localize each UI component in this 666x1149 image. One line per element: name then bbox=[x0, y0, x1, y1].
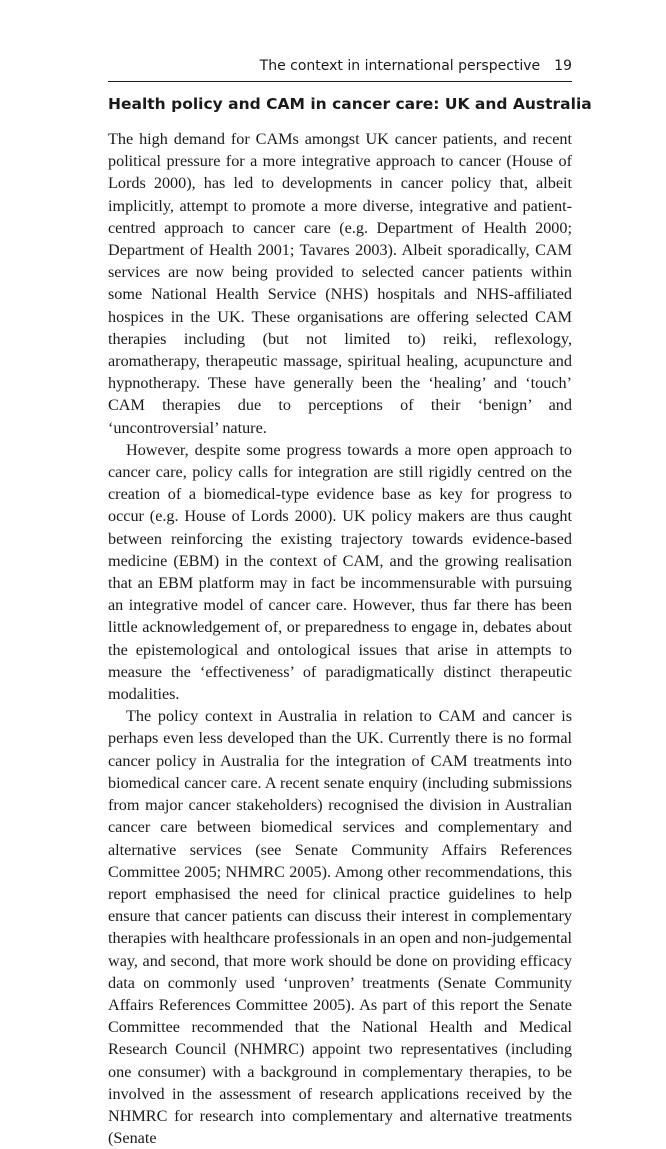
running-title: The context in international perspective bbox=[259, 58, 541, 74]
paragraph-australia-policy: The policy context in Australia in relation to CAM and cancer is perhaps even less developed than the UK. Currently there is no formal cancer policy in Australia for the integration of CAM treatments into biomedical cancer care. A recent senate enquiry (including submissions from major cancer stakeholders) recognised the division in Australian cancer care between biomedical services and complementary and alternative services (see Senate Community Affairs References Committee 2005; NHMRC 2005). Among other recommendations, this report emphasised the need for clinical practice guidelines to help ensure that cancer patients can discuss their interest in complementary therapies with healthcare professionals in an open and non-judgemental way, and second, that more work should be done on providing efficacy data on commonly used ‘unproven’ treatments (Senate Community Affairs References Committee 2005). As part of this report the Senate Committee recommended that the National Health and Medical Research Council (NHMRC) appoint two representatives (including one consumer) with a background in complementary therapies, to be involved in the assessment of research applications received by the NHMRC for research into complementary and alternative treatments (Senate bbox=[108, 707, 572, 1148]
running-header bbox=[108, 57, 572, 82]
page-number: 19 bbox=[554, 58, 572, 74]
section-heading: Health policy and CAM in cancer care: UK and Australia bbox=[108, 95, 592, 113]
body-text bbox=[108, 128, 572, 1149]
paragraph-uk-policy: However, despite some progress towards a more open approach to cancer care, policy calls for integration are still rigidly centred on the creation of a biomedical-type evidence base as key for progress to occur (e.g. House of Lords 2000). UK policy makers are thus caught between reinforcing the existing trajectory towards evidence-based medicine (EBM) in the context of CAM, and the growing realisation that an EBM platform may in fact be incommensurable with pursuing an integrative model of cancer care. However, thus far there has been little acknowledgement of, or preparedness to engage in, debates about the epistemological and ontological issues that arise in attempts to measure the ‘effectiveness’ of paradigmatically distinct therapeutic modalities. bbox=[108, 440, 572, 704]
paragraph-uk-demand: The high demand for CAMs amongst UK cancer patients, and recent political pressure for a more integrative approach to cancer (House of Lords 2000), has led to developments in cancer policy that, albeit implicitly, attempt to promote a more diverse, integrative and patient-centred approach to cancer care (e.g. Department of Health 2000; Department of Health 2001; Tavares 2003). Albeit sporadically, CAM services are now being provided to selected cancer patients within some National Health Service (NHS) hospitals and NHS-affiliated hospices in the UK. These organisations are offering selected CAM therapies including (but not limited to) reiki, reflexology, aromatherapy, therapeutic massage, spiritual healing, acupuncture and hypnotherapy. These have generally been the ‘healing’ and ‘touch’ CAM therapies due to perceptions of their ‘benign’ and ‘uncontroversial’ nature. bbox=[108, 130, 572, 437]
